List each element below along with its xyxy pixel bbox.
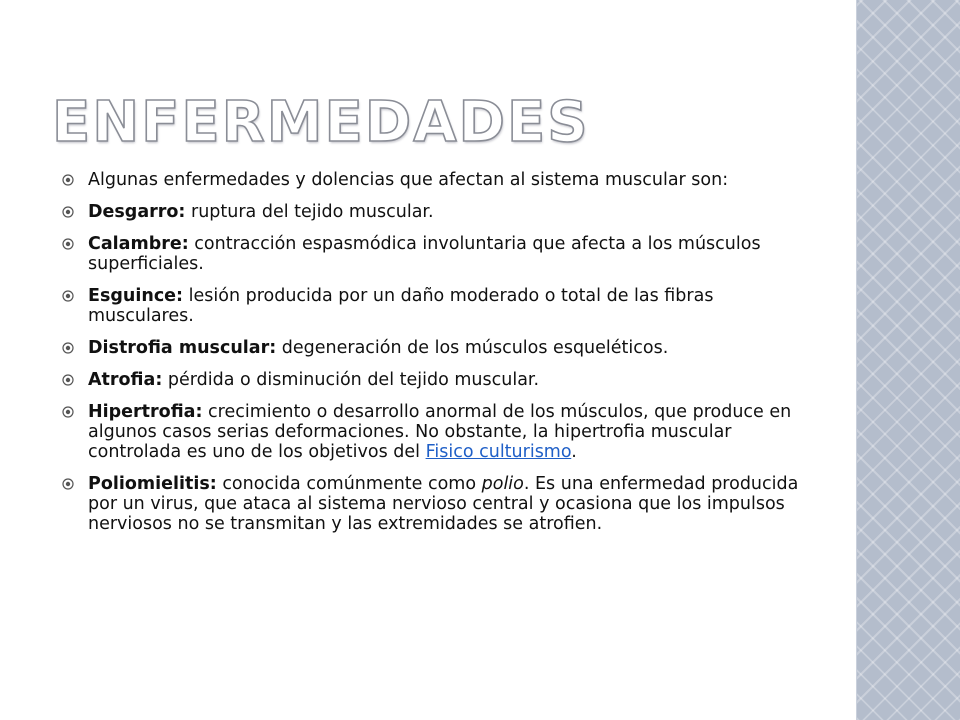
bullet-text-after: . Es una enfermedad producida por un virus, que ataca al sistema nervioso central y ocasiona que los impulsos nerviosos no se transmitan y las extremidades se atrofien.	[88, 474, 799, 534]
bullet-text: contracción espasmódica involuntaria que afecta a los músculos superficiales.	[88, 234, 761, 274]
target-bullet-icon	[62, 238, 74, 250]
bullet-text: crecimiento o desarrollo anormal de los músculos, que produce en algunos casos serias deformaciones. No obstante, la hipertrofia muscular controlada es uno de los objetivos del	[88, 402, 792, 462]
bullet-term: Hipertrofia:	[88, 402, 203, 422]
bullet-term: Atrofia:	[88, 370, 163, 390]
bullet-text: ruptura del tejido muscular.	[185, 202, 434, 222]
slide-title: ENFERMEDADES	[52, 90, 590, 155]
bullet-item-desgarro	[62, 202, 822, 222]
bullet-term: Distrofia muscular:	[88, 338, 277, 358]
bullet-text: conocida comúnmente como	[216, 474, 482, 494]
bullet-term: Calambre:	[88, 234, 189, 254]
bullet-item-calambre	[62, 234, 822, 274]
bullet-item-intro	[62, 170, 822, 190]
bullet-term: Desgarro:	[88, 202, 186, 222]
bullet-text: lesión producida por un daño moderado o total de las fibras musculares.	[88, 286, 714, 326]
bullet-emphasis: polio	[481, 474, 524, 494]
bullet-item-distrofia	[62, 338, 822, 358]
bullet-item-poliomielitis	[62, 474, 822, 534]
bullet-item-esguince	[62, 286, 822, 326]
bullet-text-after: .	[571, 442, 577, 462]
bullet-text: Algunas enfermedades y dolencias que afectan al sistema muscular son:	[88, 170, 729, 190]
fisico-culturismo-link[interactable]: Fisico culturismo	[425, 442, 572, 462]
bullet-list	[62, 170, 822, 546]
bullet-text: pérdida o disminución del tejido muscular.	[162, 370, 540, 390]
bullet-term: Esguince:	[88, 286, 184, 306]
bullet-text: degeneración de los músculos esqueléticos.	[276, 338, 669, 358]
target-bullet-icon	[62, 174, 74, 186]
bullet-term: Poliomielitis:	[88, 474, 217, 494]
bullet-item-hipertrofia	[62, 402, 822, 462]
target-bullet-icon	[62, 406, 74, 418]
target-bullet-icon	[62, 478, 74, 490]
bullet-item-atrofia	[62, 370, 822, 390]
target-bullet-icon	[62, 290, 74, 302]
target-bullet-icon	[62, 206, 74, 218]
target-bullet-icon	[62, 342, 74, 354]
decorative-side-band	[856, 0, 960, 720]
target-bullet-icon	[62, 374, 74, 386]
